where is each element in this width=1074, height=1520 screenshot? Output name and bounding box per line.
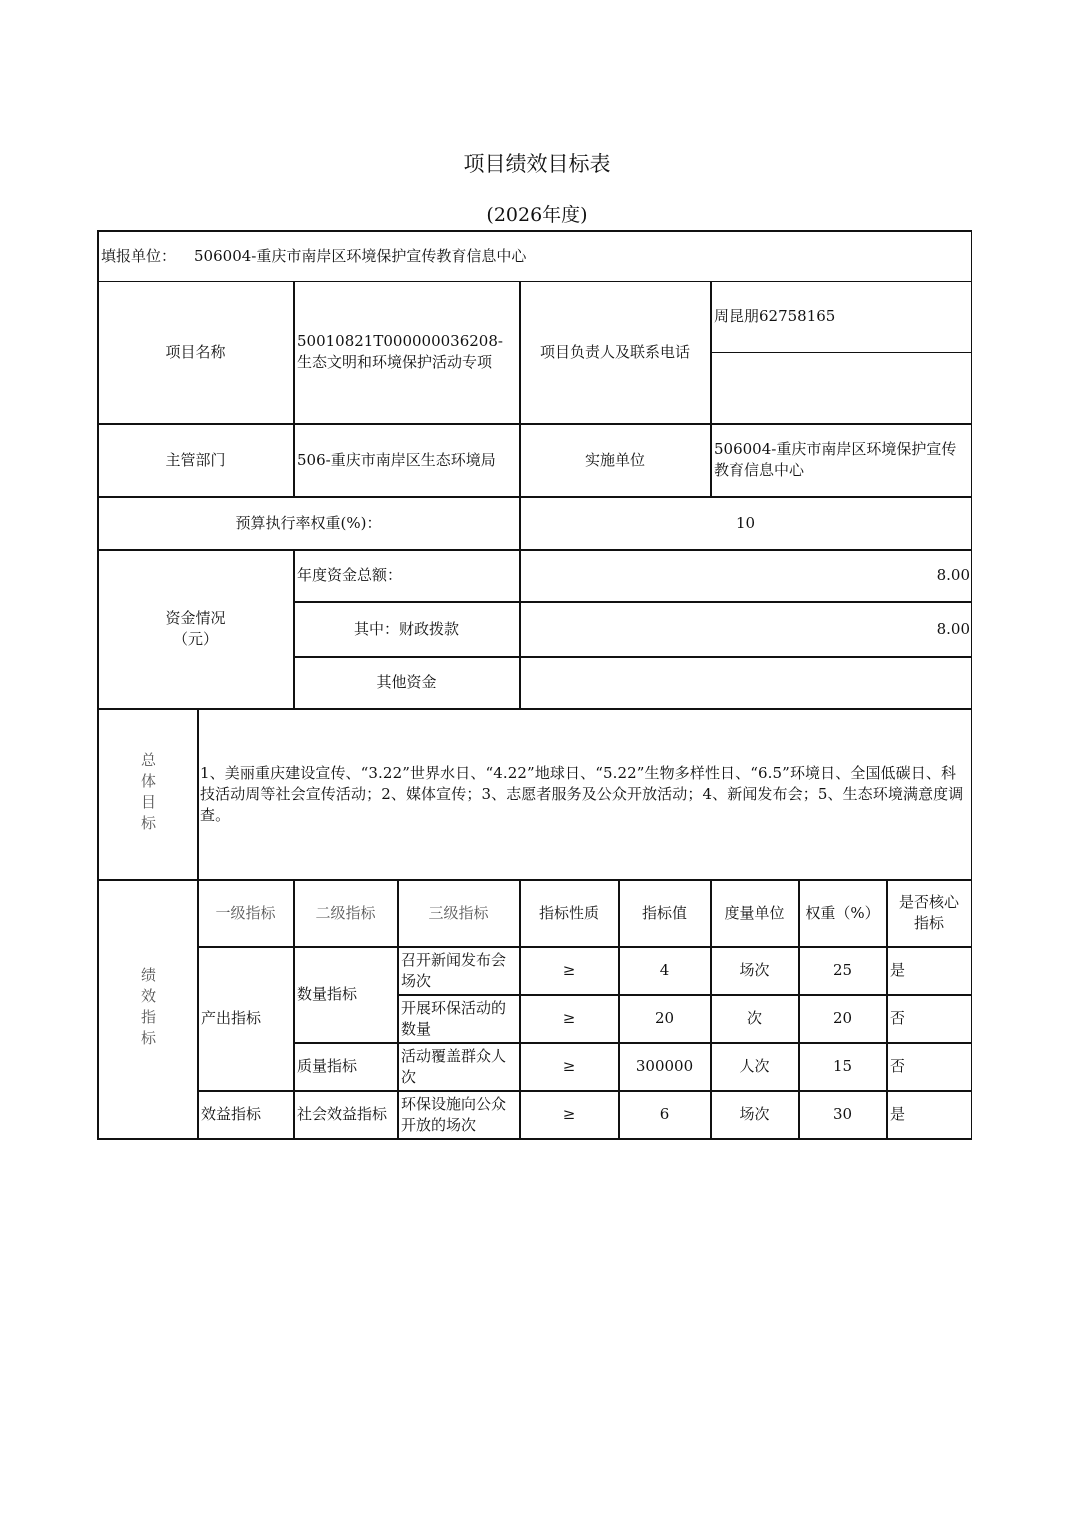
table-border [293,656,972,658]
table-border [618,879,620,1139]
funds-label: 资金情况 [165,609,226,627]
overall-goal-label-cell [98,709,197,879]
header-level2: 二级指标 [315,903,376,922]
table-border [971,230,973,1140]
performance-label: 绩效指标 [139,967,157,1051]
funds-unit: （元） [172,630,218,648]
row-core: 是 [890,961,906,979]
row-level3: 环保设施向公众开放的场次 [401,1094,507,1134]
row-core: 否 [890,1057,906,1075]
table-border [97,549,972,551]
funds-label-cell [98,550,293,708]
row-core: 是 [890,1105,906,1123]
table-border [97,496,972,498]
table-border [97,423,972,425]
row-level3: 活动覆盖群众人次 [401,1046,507,1086]
row-nature: ≥ [562,1009,576,1027]
reporting-unit-label: 填报单位： [101,246,177,265]
row-weight: 25 [832,961,853,979]
level2-quality: 质量指标 [297,1057,358,1075]
table-border [97,879,972,881]
table-border [197,708,199,1139]
row-value: 6 [659,1105,670,1123]
table-border [710,352,972,354]
header-nature: 指标性质 [538,903,599,922]
row-value: 4 [659,961,670,979]
overall-goal-text: 1、美丽重庆建设宣传、“3.22”世界水日、“4.22”地球日、“5.22”生物多样性日、“6.5”环境日、全国低碳日、科技活动周等社会宣传活动；2、媒体宣传；3、志愿者服务及公众开放活动；4、新闻发布会；5、生态环境满意度调查。 [200,763,964,824]
department-label: 主管部门 [165,450,226,469]
project-name-label: 项目名称 [165,342,226,361]
row-weight: 15 [832,1057,853,1075]
budget-weight-value: 10 [735,513,756,532]
row-unit: 场次 [739,1105,770,1123]
table-border [710,879,712,1139]
header-value: 指标值 [641,903,687,922]
table-border [97,1138,972,1140]
header-unit: 度量单位 [724,903,785,922]
table-border [519,549,521,709]
header-weight: 权重（%） [805,903,880,922]
table-border [397,879,399,1139]
row-weight: 30 [832,1105,853,1123]
reporting-unit-value: 506004-重庆市南岸区环境保护宣传教育信息中心 [194,246,527,265]
fund-row-label-fiscal: 其中：财政拨款 [353,619,459,638]
contact-value: 周昆朋62758165 [714,307,836,325]
row-level3: 开展环保活动的数量 [401,998,507,1038]
reporting-unit-row [98,231,971,281]
contact-label: 项目负责人及联系电话 [539,342,690,361]
table-border [293,879,295,1139]
table-border [293,1042,972,1044]
table-border [197,946,972,948]
performance-label-cell [98,880,197,1138]
budget-weight-label: 预算执行率权重(%)： [235,513,382,532]
row-nature: ≥ [562,1105,576,1123]
row-value: 20 [654,1009,675,1027]
level2-quantity: 数量指标 [297,985,358,1003]
implementer-value: 506004-重庆市南岸区环境保护宣传教育信息中心 [714,440,957,479]
table-border [519,281,521,550]
level1-output: 产出指标 [201,1009,262,1027]
contact-value-2 [711,353,971,423]
page-subtitle: (2026年度) [486,204,588,226]
row-level3: 召开新闻发布会场次 [401,950,507,990]
fund-row-value-other [520,657,971,708]
overall-goal-label: 总体目标 [139,752,157,836]
page-title: 项目绩效目标表 [463,152,611,176]
fund-row-label-other: 其他资金 [376,673,437,691]
table-border [293,549,295,709]
project-name-value: 50010821T000000036208-生态文明和环境保护活动专项 [297,332,503,371]
row-core: 否 [890,1009,906,1027]
fund-row-label-total: 年度资金总额： [297,566,403,584]
table-border [886,879,888,1139]
row-unit: 人次 [739,1057,770,1075]
row-value: 300000 [635,1057,694,1075]
level2-social-benefit: 社会效益指标 [297,1105,388,1123]
header-level1: 一级指标 [215,903,276,922]
fund-row-value-fiscal: 8.00 [936,619,970,638]
header-level3: 三级指标 [428,903,489,922]
row-unit: 次 [746,1009,762,1027]
table-border [97,281,972,283]
table-border [97,230,972,232]
row-weight: 20 [832,1009,853,1027]
table-border [293,601,972,603]
department-value: 506-重庆市南岸区生态环境局 [297,450,496,469]
row-nature: ≥ [562,961,576,979]
header-core: 是否核心指标 [898,893,959,932]
level1-benefit: 效益指标 [201,1105,262,1123]
table-border [710,281,712,497]
table-border [798,879,800,1139]
table-border [97,230,99,1140]
fund-row-value-total: 8.00 [936,566,970,584]
table-border [293,281,295,497]
table-border [197,1090,972,1092]
implementer-label: 实施单位 [584,450,645,469]
row-unit: 场次 [739,961,770,979]
table-border [97,708,972,710]
row-nature: ≥ [562,1057,576,1075]
table-border [519,879,521,1139]
